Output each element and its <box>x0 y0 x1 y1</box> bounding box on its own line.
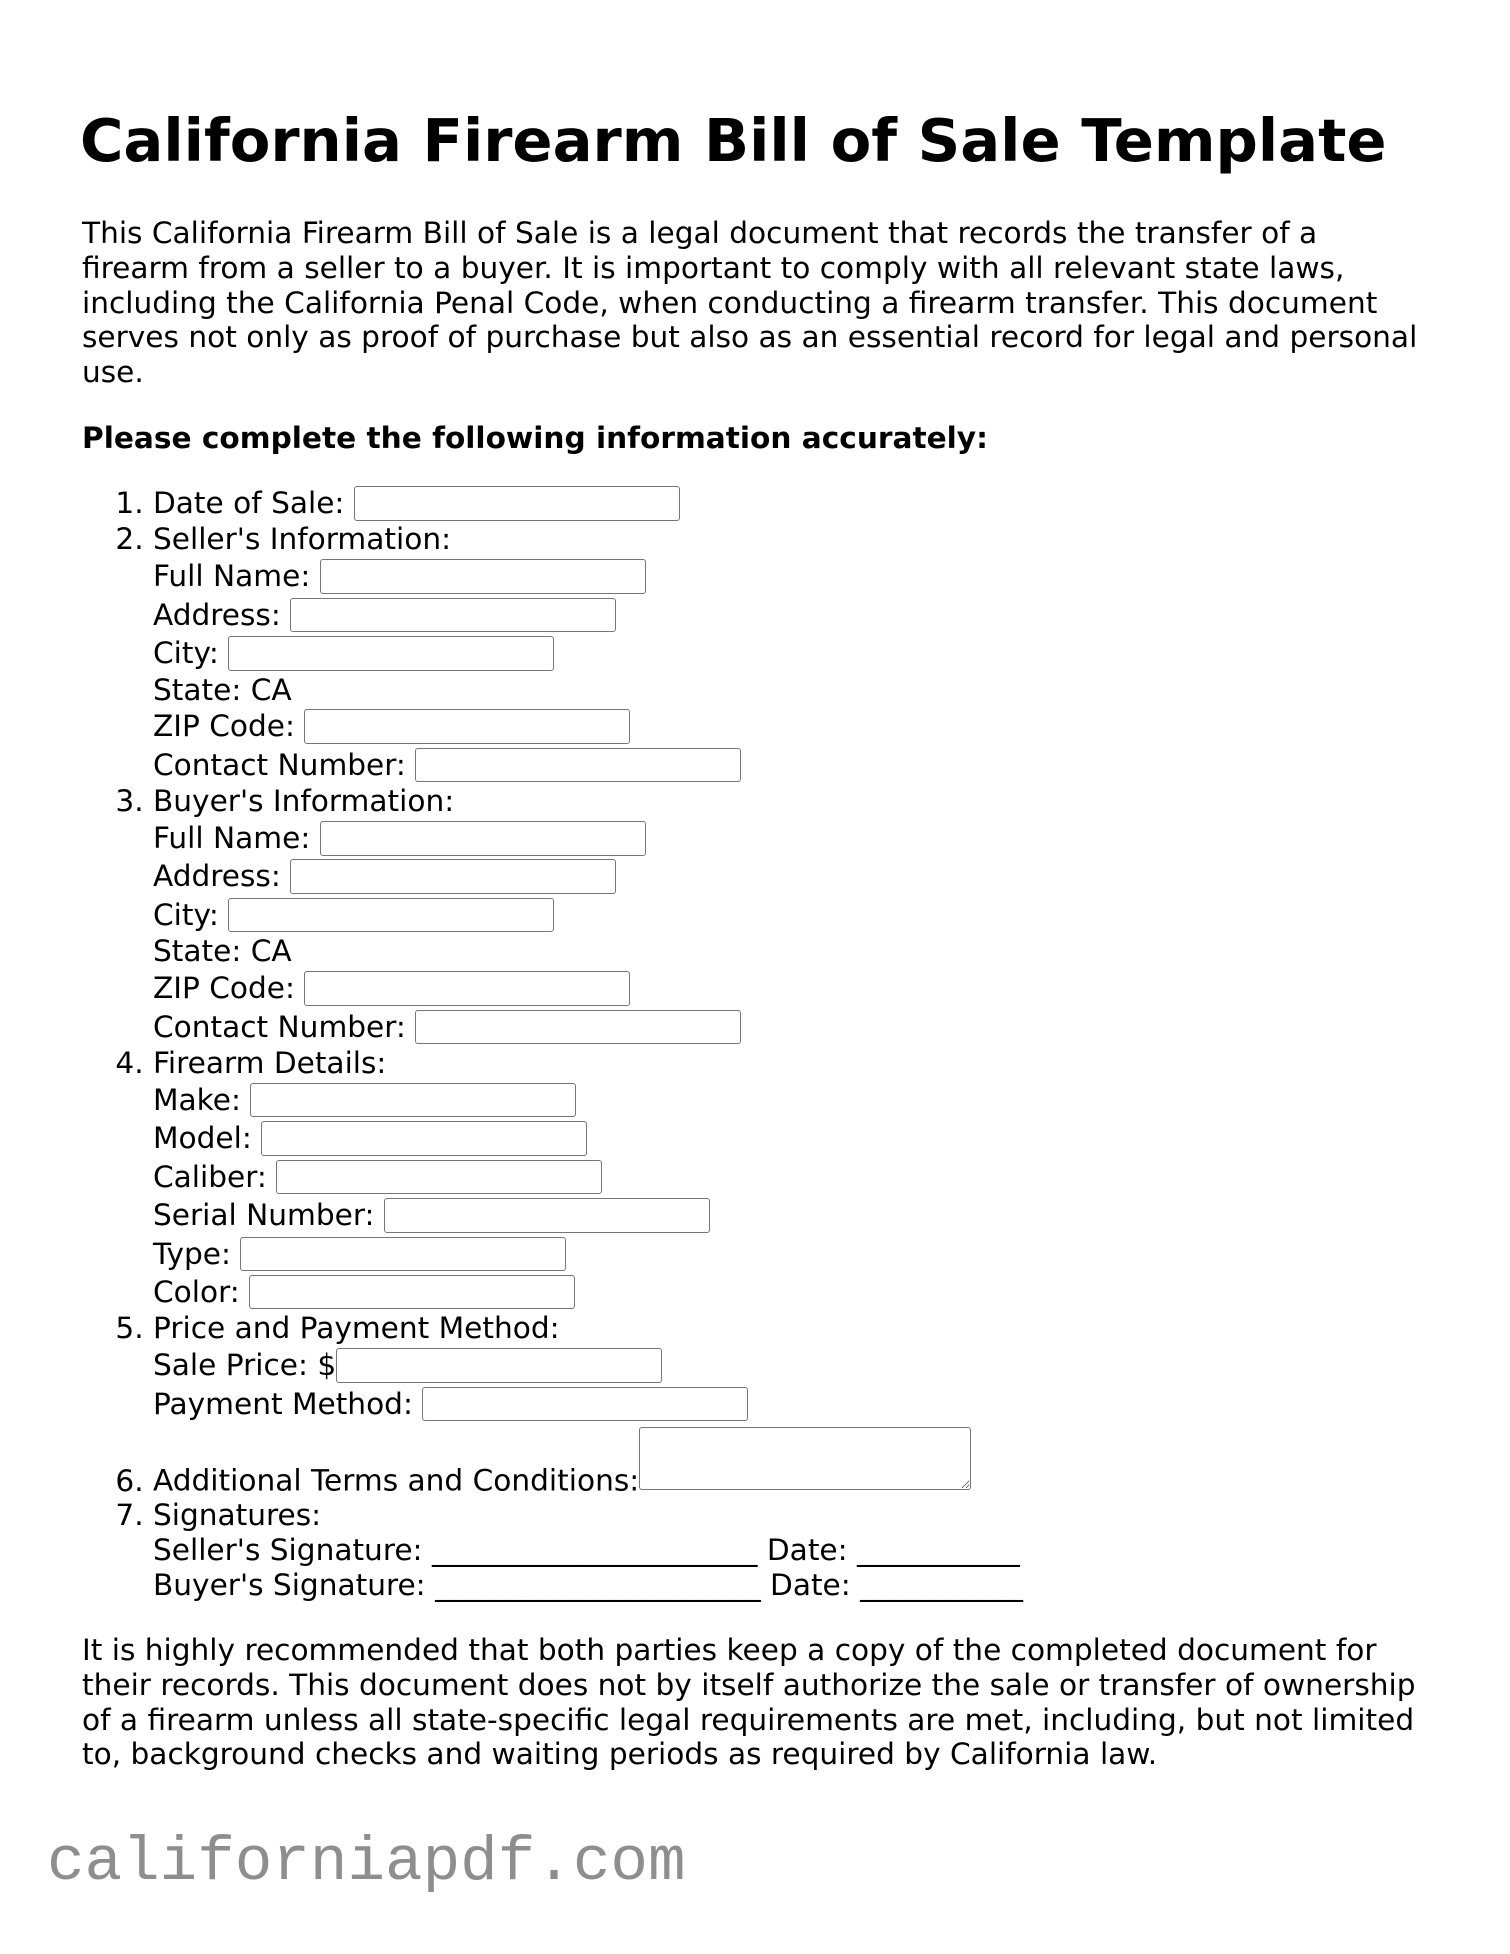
seller-state-value: CA <box>250 672 292 707</box>
firearm-caliber-row <box>153 1158 1403 1196</box>
seller-zip-input[interactable] <box>304 709 630 744</box>
buyer-city-label: City: <box>153 897 219 932</box>
sale-price-row <box>153 1346 1403 1384</box>
seller-state-label: State: <box>153 672 242 707</box>
firearm-type-label: Type: <box>153 1236 231 1271</box>
firearm-model-label: Model: <box>153 1121 252 1156</box>
sale-price-label: Sale Price: $ <box>153 1348 337 1383</box>
intro-paragraph: This California Firearm Bill of Sale is a legal document that records the transfer of a firearm from a seller to a buyer. It is important to comply with all relevant state laws, including the California Penal Code, when conducting a firearm transfer. This document serves not only as proof of purchase but also as an essential record for legal and personal use. <box>82 216 1418 390</box>
buyer-city-row <box>153 896 1403 934</box>
seller-address-input[interactable] <box>290 598 616 633</box>
instruction-heading: Please complete the following information accurately: <box>82 421 988 455</box>
seller-heading-row <box>115 522 1403 557</box>
buyer-full-name-input[interactable] <box>320 821 646 856</box>
seller-zip-label: ZIP Code: <box>153 709 295 744</box>
buyer-zip-row <box>153 969 1403 1007</box>
page-title: California Firearm Bill of Sale Template <box>80 106 1387 175</box>
item-number-2: 2. <box>115 522 144 557</box>
buyer-signature-label: Buyer's Signature: <box>153 1567 426 1602</box>
firearm-heading: Firearm Details: <box>153 1046 387 1080</box>
seller-city-row <box>153 634 1403 672</box>
buyer-heading: Buyer's Information: <box>153 784 455 819</box>
site-watermark: californiapdf.com <box>47 1827 686 1898</box>
buyer-state-label: State: <box>153 934 242 969</box>
item-number-7: 7. <box>115 1498 144 1533</box>
buyer-address-label: Address: <box>153 859 281 894</box>
seller-address-row <box>153 596 1403 634</box>
seller-date-label: Date: <box>766 1532 848 1567</box>
firearm-serial-number-label: Serial Number: <box>153 1198 375 1233</box>
buyer-state-value: CA <box>250 934 292 969</box>
additional-terms-row <box>115 1423 1403 1498</box>
payment-heading: Price and Payment Method: <box>153 1311 560 1346</box>
firearm-heading-row <box>115 1046 1403 1081</box>
buyer-date-label: Date: <box>770 1567 851 1602</box>
buyer-city-input[interactable] <box>228 898 554 933</box>
buyer-contact-row <box>153 1008 1403 1046</box>
buyer-full-name-row <box>153 819 1403 857</box>
buyer-signature-row <box>153 1568 1403 1603</box>
firearm-type-row <box>153 1235 1403 1273</box>
seller-full-name-label: Full Name: <box>153 559 311 594</box>
seller-city-input[interactable] <box>228 636 554 671</box>
buyer-address-row <box>153 857 1403 895</box>
buyer-address-input[interactable] <box>290 859 616 894</box>
seller-heading: Seller's Information: <box>153 522 452 557</box>
payment-method-label: Payment Method: <box>153 1386 413 1421</box>
item-number-4: 4. <box>115 1046 144 1080</box>
firearm-serial-number-input[interactable] <box>384 1198 710 1233</box>
firearm-caliber-input[interactable] <box>276 1160 602 1195</box>
seller-signature-label: Seller's Signature: <box>153 1532 423 1567</box>
seller-full-name-row <box>153 557 1403 595</box>
seller-contact-row <box>153 746 1403 784</box>
item-number-5: 5. <box>115 1311 144 1346</box>
firearm-serial-number-row <box>153 1196 1403 1234</box>
buyer-full-name-label: Full Name: <box>153 821 311 856</box>
firearm-model-input[interactable] <box>261 1121 587 1156</box>
additional-terms-label: Additional Terms and Conditions: <box>153 1463 640 1498</box>
item-number-6: 6. <box>115 1463 144 1498</box>
seller-city-label: City: <box>153 636 219 671</box>
firearm-make-label: Make: <box>153 1082 241 1117</box>
seller-full-name-input[interactable] <box>320 559 646 594</box>
sale-price-input[interactable] <box>336 1348 662 1383</box>
buyer-zip-input[interactable] <box>304 971 630 1006</box>
item-number-1: 1. <box>115 486 144 520</box>
buyer-signature-line: ______________________ <box>435 1567 761 1602</box>
buyer-contact-input[interactable] <box>415 1010 741 1045</box>
signatures-heading-row <box>115 1498 1403 1533</box>
item-number-3: 3. <box>115 784 144 819</box>
seller-zip-row <box>153 707 1403 745</box>
firearm-type-input[interactable] <box>240 1237 566 1272</box>
closing-paragraph: It is highly recommended that both parties keep a copy of the completed document for their records. This document does not by itself authorize the sale or transfer of ownership of a firearm unless all state-specific legal requirements are met, including, but not limited to, background checks and waiting periods as required by California law. <box>82 1633 1416 1772</box>
firearm-color-row <box>153 1273 1403 1311</box>
firearm-color-input[interactable] <box>249 1275 575 1310</box>
payment-method-input[interactable] <box>422 1387 748 1422</box>
additional-terms-textarea[interactable] <box>639 1427 971 1490</box>
buyer-date-line: ___________ <box>860 1567 1023 1602</box>
signatures-heading: Signatures: <box>153 1498 322 1533</box>
bill-of-sale-form <box>115 484 1403 1602</box>
seller-signature-line: ______________________ <box>431 1532 758 1567</box>
buyer-state-row <box>153 934 1403 969</box>
firearm-model-row <box>153 1119 1403 1157</box>
date-of-sale-label: Date of Sale: <box>153 486 345 520</box>
firearm-make-input[interactable] <box>250 1083 576 1118</box>
seller-contact-input[interactable] <box>415 748 741 783</box>
payment-method-row <box>153 1385 1403 1423</box>
seller-state-row <box>153 673 1403 708</box>
seller-signature-row <box>153 1533 1403 1568</box>
firearm-make-row <box>153 1081 1403 1119</box>
buyer-zip-label: ZIP Code: <box>153 971 295 1006</box>
firearm-color-label: Color: <box>153 1274 240 1309</box>
seller-address-label: Address: <box>153 597 281 632</box>
seller-date-line: ___________ <box>857 1532 1020 1567</box>
seller-contact-label: Contact Number: <box>153 747 406 782</box>
buyer-heading-row <box>115 784 1403 819</box>
date-of-sale-input[interactable] <box>354 486 680 521</box>
firearm-caliber-label: Caliber: <box>153 1159 267 1194</box>
date-of-sale-row <box>115 484 1403 522</box>
payment-heading-row <box>115 1311 1403 1346</box>
buyer-contact-label: Contact Number: <box>153 1009 406 1044</box>
additional-terms-wrapper <box>639 1427 971 1490</box>
